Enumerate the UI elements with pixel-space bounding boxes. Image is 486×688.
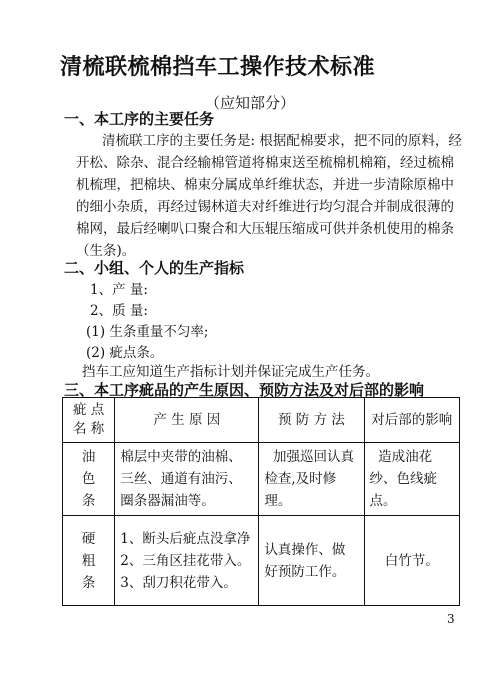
header-prevention: 预 防 方 法 [259, 398, 364, 443]
page-title: 清梳联梳棉挡车工操作技术标准 [60, 55, 376, 80]
section-1-paragraph-text: 清梳联工序的主要任务是: 根据配棉要求，把不同的原料，经开松、除杂、混合经输棉管道将棉束送至梳棉机棉箱，经过梳棉机梳理，把棉块、棉束分属成单纤维状态，并进一步清除原棉中的细小杂质，再经过锡林道夫对纤维进行均匀混合并制成很薄的棉网，最后经喇叭口聚合和大压辊压缩成可供并条机使用的棉条（生条)。 [76, 133, 462, 259]
header-cause: 产 生 原 因 [115, 398, 259, 443]
prevention-cell: 认真操作、做好预防工作。 [259, 516, 364, 606]
table-row [63, 516, 460, 606]
section-3-heading: 三、本工序疵品的产生原因、预防方法及对后部的影响 [64, 381, 425, 399]
page-number: 3 [447, 612, 455, 626]
page-subtitle: （应知部分） [205, 94, 296, 112]
defect-name-cell: 油 色 条 [63, 443, 115, 516]
defect-name-cell: 硬 粗 条 [63, 516, 115, 606]
cause-cell: 棉层中夹带的油棉、三丝、通道有油污、圈条器漏油等。 [115, 443, 259, 516]
defect-table [62, 397, 460, 606]
effect-cell: 白竹节。 [364, 516, 459, 606]
indicator-quality: 2、质 量: [90, 303, 148, 319]
prevention-cell: 加强巡回认真检查,及时修理。 [259, 443, 364, 516]
header-effect: 对后部的影响 [364, 398, 459, 443]
section-2-note: 挡车工应知道生产指标计划并保证完成生产任务。 [82, 364, 379, 380]
indicator-defect-sliver: (2) 疵点条。 [86, 345, 164, 361]
table-row [63, 443, 460, 516]
section-1-heading: 一、本工序的主要任务 [64, 110, 215, 128]
cause-cell: 1、断头后疵点没拿净 2、三角区挂花带入。 3、刮刀积花带入。 [115, 516, 259, 606]
section-1-paragraph [76, 130, 462, 262]
effect-cell: 造成油花纱、色线疵点。 [364, 443, 459, 516]
table-header-row [63, 398, 460, 443]
header-defect-name: 疵 点 名 称 [63, 398, 115, 443]
section-2-heading: 二、小组、个人的生产指标 [64, 259, 245, 277]
indicator-output: 1、产 量: [90, 282, 148, 298]
indicator-weight-variation: (1) 生条重量不匀率; [86, 324, 209, 340]
